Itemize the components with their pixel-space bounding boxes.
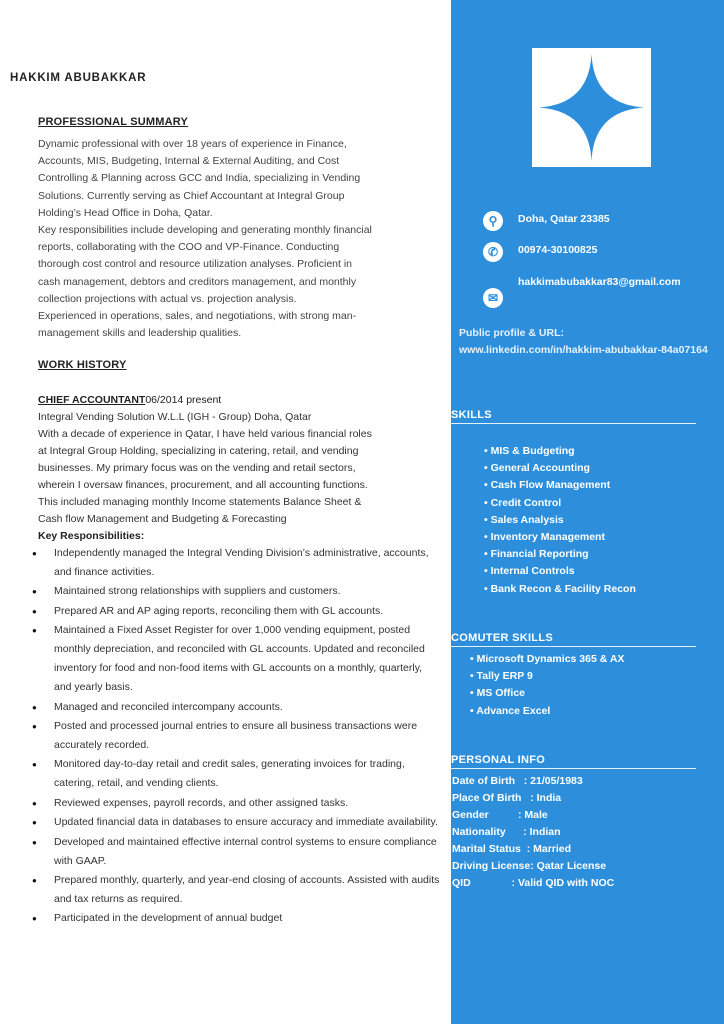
- job-dates: 06/2014 present: [145, 394, 222, 406]
- list-item: ● Managed and reconciled intercompany accounts.: [32, 698, 442, 717]
- skill-item: • Cash Flow Management: [484, 477, 636, 494]
- job-title-line: [38, 392, 438, 409]
- personal-info-row: [452, 790, 614, 807]
- summary-line: Holding’s Head Office in Doha, Qatar.: [38, 206, 213, 219]
- location-text: Doha, Qatar 23385: [518, 213, 610, 225]
- summary-line: Accounts, MIS, Budgeting, Internal & External Auditing, and Cost: [38, 155, 340, 168]
- skills-list: [484, 443, 636, 598]
- job-description-line: at Integral Group Holding, specializing in catering, retail, and vending: [38, 445, 359, 457]
- skill-item: • Inventory Management: [484, 529, 636, 546]
- phone-text: 00974-30100825: [518, 244, 598, 256]
- summary-line: management skills and leadership qualities.: [38, 327, 242, 340]
- skill-item: • Bank Recon & Facility Recon: [484, 581, 636, 598]
- skills-heading: SKILLS: [451, 409, 696, 424]
- personal-info-row: [452, 824, 614, 841]
- summary-line: cash management, debtors and creditors management, and monthly: [38, 275, 357, 288]
- info-separator: :: [530, 860, 537, 872]
- email-link[interactable]: hakkimabubakkar83@gmail.com: [518, 276, 681, 288]
- skill-item: • MIS & Budgeting: [484, 443, 636, 460]
- skill-item: • Internal Controls: [484, 563, 636, 580]
- personal-info-heading: PERSONAL INFO: [451, 754, 696, 769]
- contact-location: [483, 211, 688, 231]
- summary-line: Controlling & Planning across GCC and India, specializing in Vending: [38, 172, 361, 185]
- computer-skills-list: [470, 651, 624, 720]
- summary-line: Solutions. Currently serving as Chief Accountant at Integral Group: [38, 189, 345, 202]
- list-item: ● Monitored day-to-day retail and credit sales, generating invoices for trading, catering, retail, and vending clients.: [32, 755, 442, 793]
- summary-text: [38, 136, 410, 342]
- list-item: ● Maintained strong relationships with suppliers and customers.: [32, 582, 442, 601]
- summary-line: Key responsibilities include developing and generating monthly financial: [38, 224, 372, 237]
- summary-line: reports, collaborating with the COO and VP-Finance. Conducting: [38, 241, 340, 254]
- phone-icon: ✆: [483, 242, 503, 262]
- info-value: Valid QID with NOC: [517, 877, 615, 889]
- info-label: Gender: [452, 809, 489, 821]
- skill-item: • Sales Analysis: [484, 512, 636, 529]
- info-separator: :: [505, 826, 530, 838]
- personal-info-row: [452, 858, 614, 875]
- summary-line: thorough cost control and resource utilization analyses. Proficient in: [38, 258, 353, 271]
- job-description-line: With a decade of experience in Qatar, I have held various financial roles: [38, 428, 372, 440]
- job-entry: [38, 392, 438, 545]
- key-responsibilities-label: Key Responsibilities:: [38, 530, 145, 542]
- info-label: Date of Birth: [452, 775, 515, 787]
- work-history-heading: WORK HISTORY: [38, 359, 127, 371]
- profile-label: Public profile & URL:: [459, 327, 564, 339]
- info-separator: :: [521, 792, 537, 804]
- job-description-line: businesses. My primary focus was on the vending and retail sectors,: [38, 462, 356, 474]
- personal-info-row: [452, 807, 614, 824]
- job-description-line: This included managing monthly Income statements Balance Sheet &: [38, 496, 362, 508]
- summary-line: collection projections with actual vs. projection analysis.: [38, 292, 297, 305]
- info-separator: :: [515, 775, 531, 787]
- list-item: ● Developed and maintained effective internal control systems to ensure compliance with GAAP.: [32, 833, 442, 871]
- public-profile: [459, 325, 709, 358]
- list-item: ● Posted and processed journal entries to ensure all business transactions were accurately recorded.: [32, 717, 442, 755]
- list-item: ● Participated in the development of annual budget: [32, 909, 442, 928]
- info-label: Driving License: [452, 860, 531, 872]
- info-separator: :: [488, 809, 525, 821]
- list-item: ● Prepared AR and AP aging reports, reconciling them with GL accounts.: [32, 602, 442, 621]
- computer-skill-item: • Advance Excel: [470, 703, 624, 720]
- info-value: 21/05/1983: [530, 775, 583, 787]
- contact-phone: [483, 242, 688, 262]
- job-description-line: Cash flow Management and Budgeting & Forecasting: [38, 513, 287, 525]
- info-value: Married: [533, 843, 572, 855]
- job-company: Integral Vending Solution W.L.L (IGH - Group) Doha, Qatar: [38, 411, 312, 423]
- info-value: Indian: [529, 826, 561, 838]
- summary-line: Dynamic professional with over 18 years of experience in Finance,: [38, 138, 347, 150]
- info-value: Male: [524, 809, 548, 821]
- list-item: ● Maintained a Fixed Asset Register for over 1,000 vending equipment, posted monthly depreciation, and reconciled with GL accounts. Updated and reconciled inventory for food and non-food items with GL accounts on a monthly, quarterly, and yearly basis.: [32, 621, 442, 697]
- skill-item: • Credit Control: [484, 495, 636, 512]
- job-title: CHIEF ACCOUNTANT: [38, 394, 146, 406]
- info-value: Qatar License: [536, 860, 607, 872]
- list-item: ● Prepared monthly, quarterly, and year-end closing of accounts. Assisted with audits and tax returns as required.: [32, 871, 442, 909]
- computer-skills-heading: COMUTER SKILLS: [451, 632, 696, 647]
- skill-item: • Financial Reporting: [484, 546, 636, 563]
- personal-info-row: [452, 841, 614, 858]
- skill-item: • General Accounting: [484, 460, 636, 477]
- list-item: ● Independently managed the Integral Vending Division’s administrative, accounts, and finance activities.: [32, 544, 442, 582]
- sidebar: [451, 0, 724, 1024]
- summary-heading: PROFESSIONAL SUMMARY: [38, 116, 189, 128]
- job-description-line: wherein I oversaw finances, procurement, and all accounting functions.: [38, 479, 368, 491]
- list-item: ● Updated financial data in databases to ensure accuracy and immediate availability.: [32, 813, 442, 832]
- info-label: Place Of Birth: [452, 792, 522, 804]
- personal-info-row: [452, 875, 614, 892]
- email-icon: ✉: [483, 288, 503, 308]
- info-separator: :: [470, 877, 518, 889]
- location-pin-icon: ⚲: [483, 211, 503, 231]
- star-logo-icon: [532, 48, 651, 167]
- personal-info: [452, 773, 614, 892]
- responsibilities-list: [32, 544, 442, 929]
- candidate-name: HAKKIM ABUBAKKAR: [10, 72, 147, 84]
- logo: [532, 48, 651, 167]
- computer-skill-item: • Microsoft Dynamics 365 & AX: [470, 651, 624, 668]
- personal-info-row: [452, 773, 614, 790]
- info-label: QID: [452, 877, 471, 889]
- info-value: India: [536, 792, 562, 804]
- list-item: ● Reviewed expenses, payroll records, and other assigned tasks.: [32, 794, 442, 813]
- summary-line: Experienced in operations, sales, and negotiations, with strong man-: [38, 310, 357, 323]
- profile-url-link[interactable]: www.linkedin.com/in/hakkim-abubakkar-84a07164: [459, 343, 708, 356]
- info-label: Nationality: [452, 826, 506, 838]
- info-separator: :: [520, 843, 534, 855]
- info-label: Marital Status: [452, 843, 521, 855]
- computer-skill-item: • Tally ERP 9: [470, 668, 624, 685]
- contact-email[interactable]: [483, 274, 688, 308]
- computer-skill-item: • MS Office: [470, 685, 624, 702]
